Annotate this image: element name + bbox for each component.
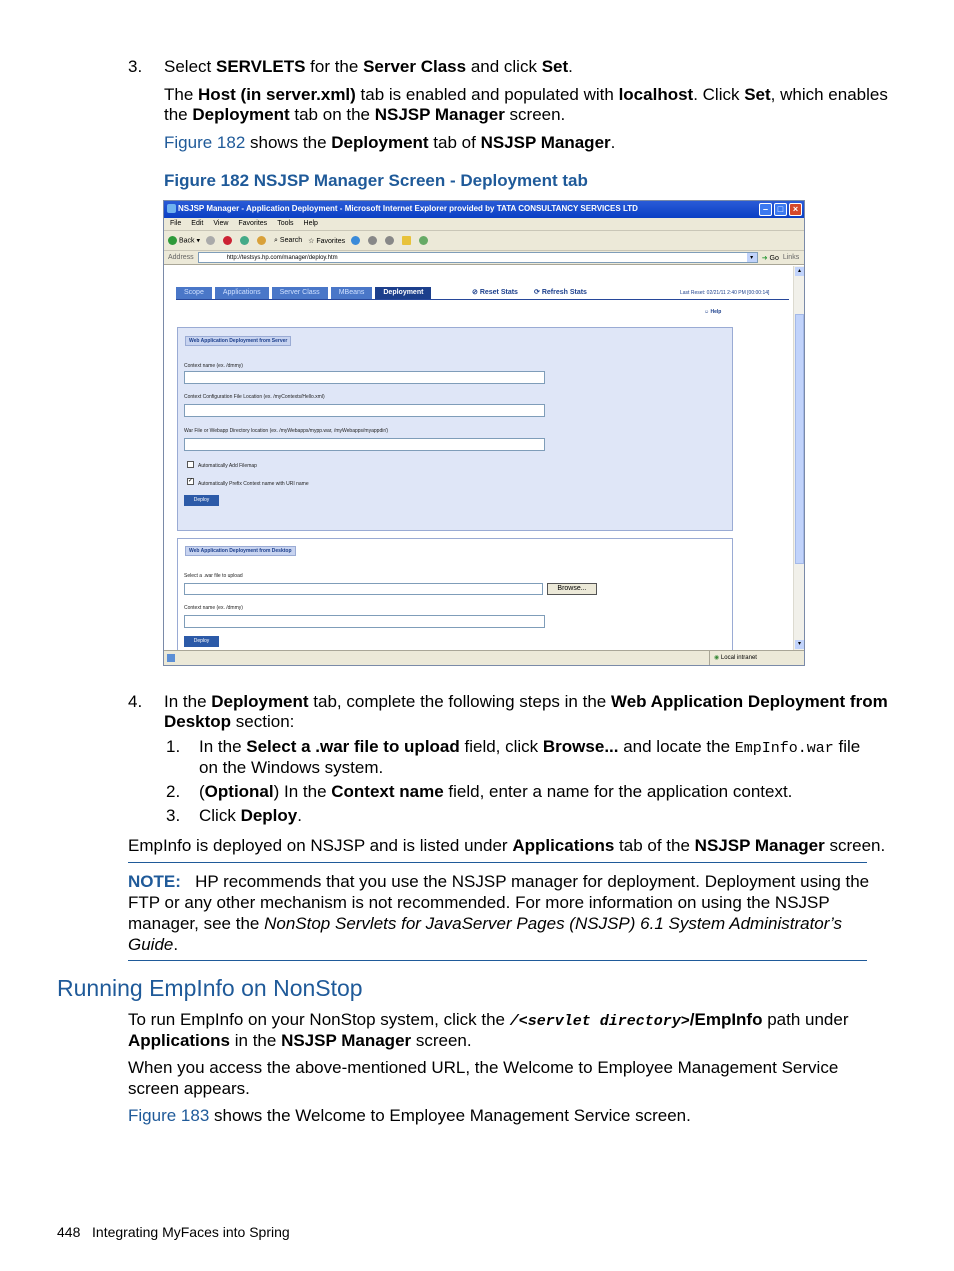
zone-indicator: ◉ Local intranet	[709, 651, 757, 665]
step-4-line2: Desktop section:	[164, 712, 295, 731]
access-paragraph-line2: screen appears.	[128, 1079, 250, 1098]
go-button[interactable]: ➜ Go	[761, 254, 779, 262]
refresh-icon[interactable]	[240, 236, 249, 245]
desktop-context-name-input[interactable]	[184, 615, 545, 628]
context-name-label: Context name (ex. /dmmy)	[184, 363, 243, 369]
tools-icon[interactable]	[419, 236, 428, 245]
tab-applications[interactable]: Applications	[215, 287, 269, 299]
close-icon[interactable]: ×	[789, 203, 802, 216]
mail-icon[interactable]	[368, 236, 377, 245]
window-titlebar	[164, 201, 804, 218]
window-title: NSJSP Manager - Application Deployment - Microsoft Internet Explorer provided by TATA CONSULTANCY SERVICES LTD	[178, 204, 638, 213]
figure-183-link[interactable]: Figure 183	[128, 1106, 210, 1125]
back-button[interactable]: Back ▾	[168, 236, 200, 245]
step-4-line1: In the Deployment tab, complete the following steps in the Web Application Deployment from	[164, 692, 888, 711]
menu-bar	[164, 218, 804, 231]
add-filemap-checkbox[interactable]	[187, 461, 194, 468]
war-location-input[interactable]	[184, 438, 545, 451]
note-top-rule	[128, 862, 867, 863]
folder-icon[interactable]	[402, 236, 411, 245]
note-bottom-rule	[128, 960, 867, 961]
favorites-button[interactable]: ☆ Favorites	[308, 237, 346, 245]
run-paragraph-line1: To run EmpInfo on your NonStop system, click the /<servlet directory>/EmpInfo path under	[128, 1010, 849, 1030]
desktop-deploy-button[interactable]: Deploy	[184, 636, 219, 647]
menu-favorites[interactable]: Favorites	[238, 220, 268, 227]
browse-button[interactable]: Browse...	[547, 583, 597, 595]
add-filemap-label: Automatically Add Filemap	[198, 463, 257, 469]
scroll-thumb[interactable]	[795, 314, 804, 564]
ie-icon	[167, 204, 176, 213]
server-panel-title: Web Application Deployment from Server	[185, 336, 291, 346]
note-line2: FTP or any other mechanism is not recommended. For more information on using the NSJSP	[128, 893, 830, 912]
minimize-icon[interactable]: –	[759, 203, 772, 216]
address-bar	[164, 251, 804, 265]
run-paragraph-line2: Applications in the NSJSP Manager screen.	[128, 1031, 472, 1050]
figure-caption: Figure 182 NSJSP Manager Screen - Deployment tab	[164, 171, 588, 190]
page-number: 448	[57, 1224, 81, 1240]
config-file-label: Context Configuration File Location (ex. /myContexts/Hello.xml)	[184, 394, 325, 400]
status-bar	[164, 650, 804, 665]
refresh-stats-link[interactable]: ⟳ Refresh Stats	[534, 289, 587, 296]
server-deploy-button[interactable]: Deploy	[184, 495, 219, 506]
substep-1-line2: on the Windows system.	[199, 758, 384, 777]
section-heading: Running EmpInfo on NonStop	[57, 975, 363, 1001]
note-label: NOTE:	[128, 872, 181, 891]
desktop-panel-title: Web Application Deployment from Desktop	[185, 546, 296, 556]
tab-underline	[176, 299, 789, 300]
war-location-label: War File or Webapp Directory location (ex. /myWebapps/mypp.war, /myWebapps/myappdir/)	[184, 428, 389, 434]
last-reset-text: Last Reset: 02/21/11 2:40 PM [00:00:14]	[680, 290, 770, 296]
scroll-down-icon[interactable]: ▾	[795, 640, 804, 649]
prefix-context-checkbox[interactable]: ✓	[188, 478, 194, 484]
help-link[interactable]: ☺ Help	[704, 309, 722, 315]
desktop-context-name-label: Context name (ex. /dmmy)	[184, 605, 243, 611]
desktop-deployment-panel	[177, 538, 733, 658]
select-war-label: Select a .war file to upload	[184, 573, 243, 579]
home-icon[interactable]	[257, 236, 266, 245]
tab-deployment[interactable]: Deployment	[375, 287, 431, 299]
step-3-text: Select SERVLETS for the Server Class and click Set.	[164, 57, 573, 76]
tab-mbeans[interactable]: MBeans	[331, 287, 373, 299]
page-icon	[167, 654, 175, 662]
history-icon[interactable]	[351, 236, 360, 245]
nsjsp-manager-screenshot	[163, 200, 805, 666]
menu-help[interactable]: Help	[303, 220, 318, 227]
substep-2-text: (Optional) In the Context name field, enter a name for the application context.	[199, 782, 793, 801]
substep-3-text: Click Deploy.	[199, 806, 302, 825]
server-deployment-panel	[177, 327, 733, 531]
note-line4: Guide.	[128, 935, 179, 954]
substep-2-number: 2.	[166, 782, 181, 801]
menu-file[interactable]: File	[170, 220, 182, 227]
list-number: 3.	[128, 57, 143, 76]
back-icon	[168, 236, 177, 245]
figure-182-reference: Figure 182 shows the Deployment tab of NSJSP Manager.	[164, 133, 616, 152]
note-line3: manager, see the NonStop Servlets for JavaServer Pages (NSJSP) 6.1 System Administrator’s	[128, 914, 843, 933]
maximize-icon[interactable]: □	[774, 203, 787, 216]
menu-view[interactable]: View	[213, 220, 229, 227]
scroll-up-icon[interactable]: ▴	[795, 267, 804, 276]
print-icon[interactable]	[385, 236, 394, 245]
tab-server-class[interactable]: Server Class	[272, 287, 328, 299]
manager-tabs	[176, 287, 431, 299]
address-url: http://testsys.hp.com/manager/deploy.htm	[226, 255, 338, 261]
figure-182-link[interactable]: Figure 182	[164, 133, 246, 152]
intranet-icon: ◉	[714, 655, 720, 661]
search-button[interactable]: ⌕ Search	[274, 236, 303, 244]
menu-tools[interactable]: Tools	[277, 220, 294, 227]
host-paragraph-line2: the Deployment tab on the NSJSP Manager screen.	[164, 105, 566, 124]
browser-toolbar	[164, 231, 804, 251]
page-content	[164, 266, 794, 650]
step-4-number: 4.	[128, 692, 143, 711]
address-input[interactable]	[198, 252, 758, 263]
note-line1: NOTE: HP recommends that you use the NSJSP manager for deployment. Deployment using the	[128, 872, 870, 891]
vertical-scrollbar[interactable]	[793, 266, 804, 650]
stop-icon[interactable]	[223, 236, 232, 245]
substep-1-line1: In the Select a .war file to upload field, click Browse... and locate the EmpInfo.war file	[199, 737, 861, 757]
substep-1-number: 1.	[166, 737, 181, 756]
address-dropdown-icon[interactable]: ▾	[747, 253, 757, 262]
figure-183-reference: Figure 183 shows the Welcome to Employee Management Service screen.	[128, 1106, 691, 1125]
step-3	[128, 56, 142, 77]
links-button[interactable]: Links	[782, 254, 800, 261]
select-war-input[interactable]	[184, 583, 543, 595]
tab-scope[interactable]: Scope	[176, 287, 212, 299]
context-name-input[interactable]	[184, 371, 545, 384]
chapter-title: Integrating MyFaces into Spring	[92, 1224, 290, 1240]
reset-stats-link[interactable]: ⊘ Reset Stats	[472, 289, 518, 296]
substep-3-number: 3.	[166, 806, 181, 825]
menu-edit[interactable]: Edit	[191, 220, 204, 227]
config-file-input[interactable]	[184, 404, 545, 417]
prefix-context-label: Automatically Prefix Context name with URI name	[198, 481, 309, 487]
address-label: Address	[168, 254, 194, 261]
forward-icon[interactable]	[206, 236, 215, 245]
page-footer	[57, 1224, 290, 1240]
deployed-paragraph: EmpInfo is deployed on NSJSP and is listed under Applications tab of the NSJSP Manager screen.	[128, 836, 886, 855]
host-paragraph-line1: The Host (in server.xml) tab is enabled and populated with localhost. Click Set, which enables	[164, 85, 888, 104]
access-paragraph-line1: When you access the above-mentioned URL, the Welcome to Employee Management Service	[128, 1058, 839, 1077]
